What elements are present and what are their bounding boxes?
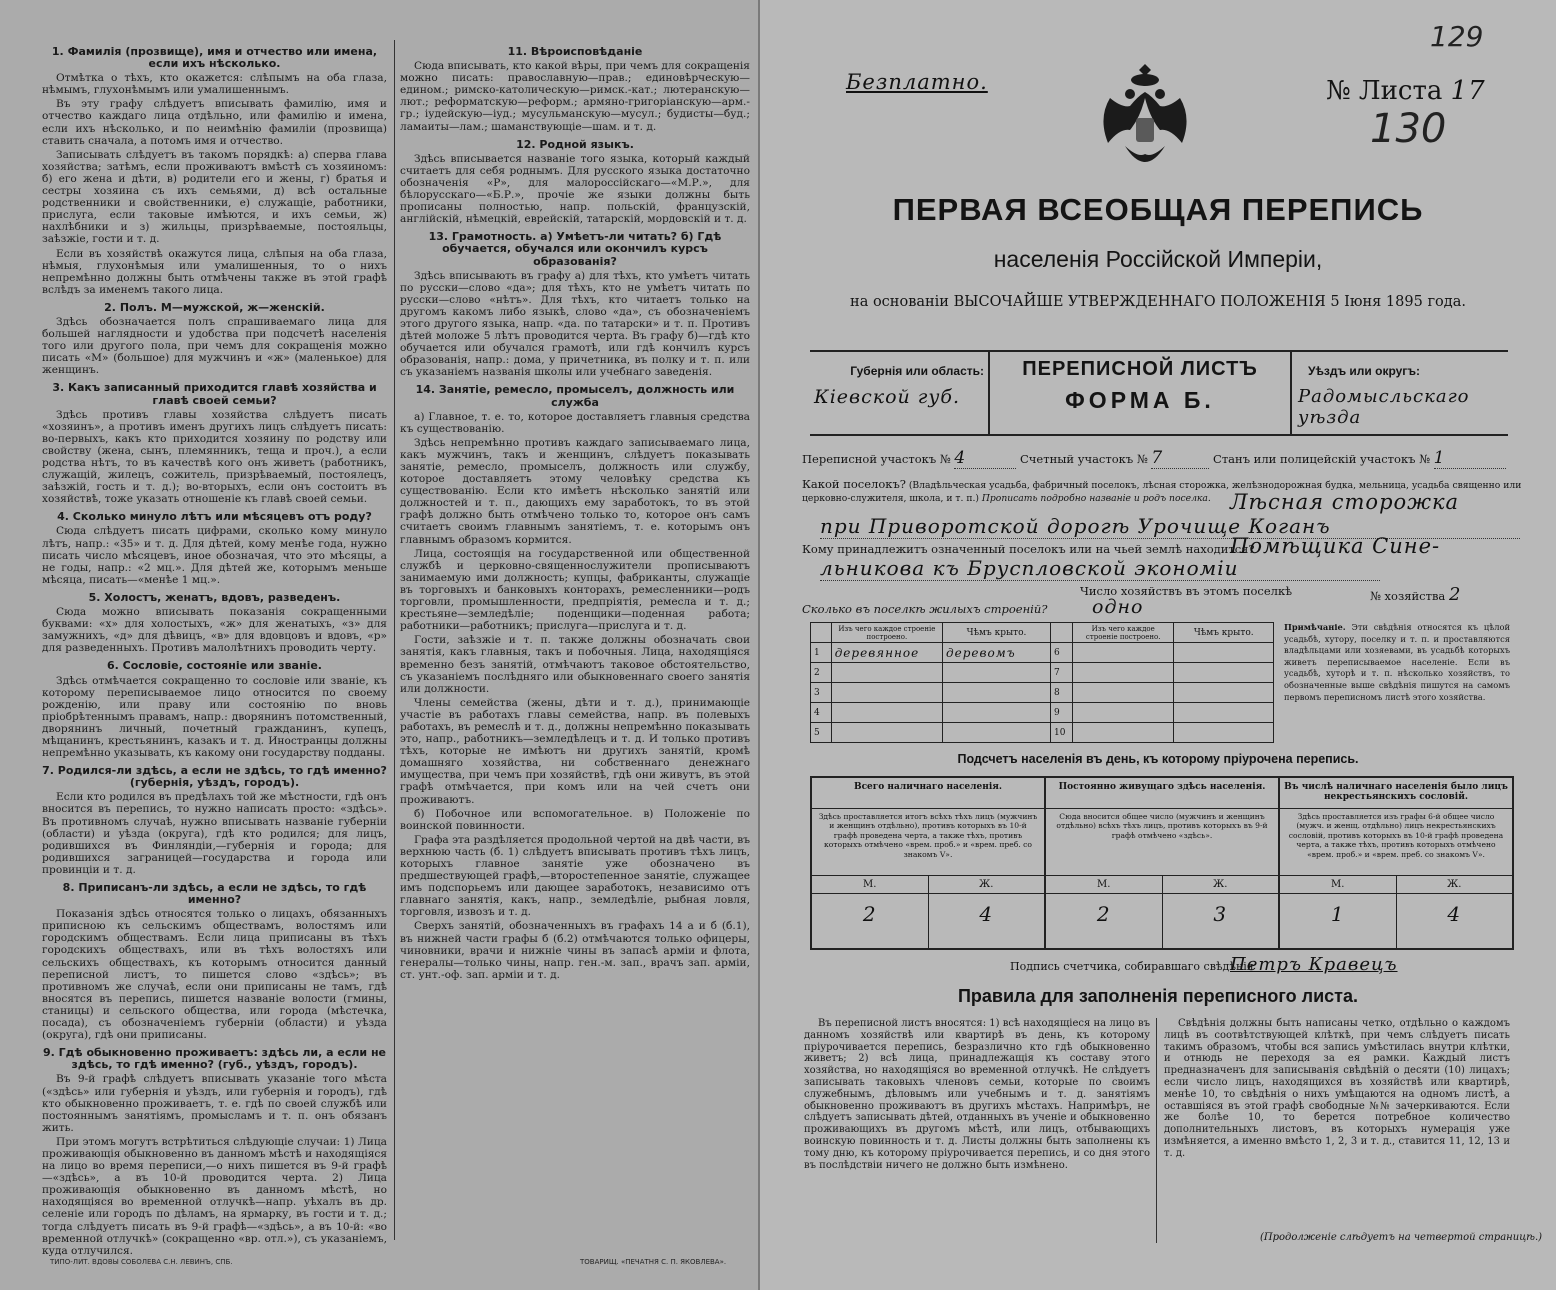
- uezd-label: Уѣздъ или округъ:: [1308, 364, 1421, 378]
- buildings-label: Сколько въ поселкѣ жилыхъ строеній?: [802, 602, 1048, 616]
- instruction-paragraph: Здѣсь вписывается названіе того языка, который каждый считаетъ для себя роднымъ. Для русского языка достаточно обозначенія «Р», для малороссійскаго—«М.Р.», для бѣлорусскаго—«Б.Р.», прочіе же языки должны быть прописаны полностью, напр. польскій, французскій, англійскій, нѣмецкій, еврейскій, татарскій, мордовскій и т. д.: [400, 152, 750, 226]
- uezd-box: [1288, 350, 1508, 436]
- section-heading: 2. Полъ. М—мужской, ж—женскій.: [104, 300, 325, 314]
- archive-number-2: 130: [1370, 106, 1447, 152]
- instruction-paragraph: Сверхъ занятій, обозначенныхъ въ графахъ 14 а и б (б.1), въ нижней части графы б (б.2) отмѣчаются только офицеры, чиновники, врачи и нижніе чины въ запасѣ арміи и флота, генералы—только чины, напр. ген.-м. зап., врачъ зап. арміи, ст. унт.-оф. зап. армiи и т. д.: [400, 920, 750, 981]
- settlement-field: Какой поселокъ? (Владѣльческая усадьба, фабричный поселокъ, лѣсная сторожка, желѣзнодорожная будка, мельница, усадьба священно или церковно-служителя, школа, и т. п.) Прописать подробно названіе и родъ поселка.: [802, 477, 1522, 504]
- form-name-box: [988, 350, 1292, 436]
- instruction-paragraph: Если въ хозяйствѣ окажутся лица, слѣпыя на оба глаза, нѣмыя, глухонѣмыя или умалишенныя, то о нихъ непремѣнно должны быть отмѣчены также въ этой графѣ вслѣдъ за именемъ такого лица.: [42, 247, 387, 296]
- imperial-eagle-emblem: [1090, 58, 1200, 188]
- building-cell: 3: [811, 683, 832, 703]
- printer-imprint: ТИПО-ЛИТ. ВДОВЫ СОБОЛЕВА С.Н. ЛЕВИНЪ, СПБ.: [50, 1258, 233, 1266]
- settlement-value-2: при Приворотской дорогѣ Урочище Коганъ: [820, 514, 1520, 539]
- instruction-paragraph: Здѣсь противъ главы хозяйства слѣдуетъ писать «хозяинъ», а противъ именъ другихъ лицъ слѣдуетъ писать: во-первыхъ, какъ кто приходится хозяину по родству или свойству (жена, сынъ, племянникъ, теща и проч.), а если родства нѣтъ, то въ качествѣ кого онъ живетъ (работникъ, служащій, жилецъ, сожитель, призрѣваемый, постоялецъ, заѣзжій, гость и т. д.); во-вторыхъ, если онъ состоитъ въ хозяйствѣ, тоже указать отношеніе къ главѣ своей семьи.: [42, 408, 387, 506]
- instruction-paragraph: Здѣсь обозначается полъ спрашиваемаго лица для большей наглядности и удобства при подсчетѣ населенія того или другого пола, при чемъ для сокращенія можно писать «М» (большое) для мужчинъ и «ж» (маленькое) для женщинъ.: [42, 315, 387, 377]
- building-cell: [831, 663, 942, 683]
- building-cell: [831, 703, 942, 723]
- count-column-desc: Сюда вносится общее число (мужчинъ и женщинъ отдѣльно) всѣхъ тѣхъ лицъ, противъ которыхъ въ 9-й графѣ отмѣчено «здѣсь».: [1056, 812, 1268, 840]
- households-label: Число хозяйствъ въ этомъ поселкѣ: [1080, 584, 1293, 598]
- rules-column-1: Въ переписной листъ вносятся: 1) всѣ находящіеся на лицо въ данномъ хозяйствѣ или квартирѣ въ день, къ которому пріурочивается перепись, безразлично кто гдѣ обыкновенно живетъ; 2) всѣ лица, принадлежащія къ составу этого хозяйства, но находящіяся во временной отлучкѣ. Не слѣдуетъ записывать таковыхъ членовъ семьи, которые по своимъ служебнымъ, дѣловымъ или учебнымъ и т. д. занятіямъ обыкновенно проживаютъ въ другихъ мѣстахъ. Напримѣръ, не слѣдуетъ записывать дѣтей, отданныхъ въ ученіе и обыкновенно проживающихъ въ другомъ мѣстѣ, или лицъ, отбывающихъ воинскую повинность и т. д. Листы должны быть заполнены къ тому дню, къ которому пріурочивается перепись, и со дня этого въ послѣдствіи ничего не должно быть измѣнено.: [804, 1018, 1150, 1171]
- sheet-number-value: 17: [1450, 76, 1486, 106]
- building-row: [811, 723, 1274, 743]
- count-column-desc: Здѣсь проставляется итогъ всѣхъ тѣхъ лицъ (мужчинъ и женщинъ отдѣльно), противъ которыхъ въ 10-й графѣ проведена черта, а также тѣхъ, противъ которыхъ отмѣчено «врем. проб.» и «врем. преб. со знакомъ V».: [818, 812, 1038, 859]
- building-cell: [943, 703, 1051, 723]
- archive-number-1: 129: [1430, 20, 1484, 53]
- left-page: [0, 0, 760, 1290]
- section-heading: 3. Какъ записанный приходится главѣ хозяйства и главѣ своей семьи?: [52, 381, 377, 407]
- form-title: ПЕРВАЯ ВСЕОБЩАЯ ПЕРЕПИСЬ: [892, 192, 1424, 227]
- male-count: 2: [1046, 894, 1163, 948]
- female-header: Ж.: [1213, 879, 1228, 890]
- male-count: 2: [812, 894, 929, 948]
- building-cell: 1: [811, 643, 832, 663]
- uezd-value: Радомысльскаго уѣзда: [1298, 386, 1470, 428]
- building-row: [811, 683, 1274, 703]
- buildings-value: одно: [1092, 596, 1144, 618]
- building-cell: 8: [1050, 683, 1072, 703]
- building-row: [811, 703, 1274, 723]
- building-row: [811, 643, 1274, 663]
- owner-label: Кому принадлежитъ означенный поселокъ или на чьей землѣ находится?: [802, 542, 1255, 556]
- census-form-page: [760, 0, 1556, 1290]
- instruction-paragraph: Сюда можно вписывать показанія сокращенными буквами: «х» для холостыхъ, «ж» для женатыхъ, «з» для замужнихъ, «д» для дѣвицъ, «в» для вдовцовъ и вдовъ, «р» для разведенныхъ. Противъ малолѣтнихъ проводить черту.: [42, 606, 387, 655]
- instructions-column-1: [42, 40, 388, 1257]
- count-column: [1280, 778, 1512, 948]
- female-count: 4: [1447, 902, 1462, 926]
- section-heading: 11. Вѣроисповѣданіе: [507, 45, 643, 58]
- rules-column-2: Свѣдѣнія должны быть написаны четко, отдѣльно о каждомъ лицѣ въ соотвѣтствующей клѣткѣ, при чемъ слѣдуетъ писать такимъ образомъ, чтобы вся запись умѣстилась внутри клѣтки, и отнюдь не переходя за ея рамки. Каждый листъ предназначенъ для записыванія свѣдѣній о десяти (10) лицахъ; если число лицъ, находящихся въ хозяйствѣ или квартирѣ, менѣе 10, то свѣдѣнія о нихъ умѣщаются на одномъ листѣ, а оставшіяся въ этой графѣ свободные №№ зачеркиваются. Если же болѣе 10, то берется потребное количество дополнительныхъ листовъ, въ которыхъ нумерація уже измѣняется, а именно вмѣсто 1, 2, 3 и т. д., ставится 11, 12, 13 и т. д.: [1164, 1018, 1510, 1159]
- legal-basis: на основаніи ВЫСОЧАЙШЕ УТВЕРЖДЕННАГО ПОЛОЖЕНІЯ 5 Іюня 1895 года.: [850, 294, 1466, 310]
- sheet-number-label: № Листа 17: [1326, 76, 1486, 106]
- printer-imprint-2: ТОВАРИЩ. «ПЕЧАТНЯ С. П. ЯКОВЛЕВА».: [580, 1258, 727, 1266]
- section-heading: 1. Фамилія (прозвище), имя и отчество или имена, если ихъ нѣсколько.: [51, 45, 378, 71]
- rules-title: Правила для заполненія переписного листа.: [957, 986, 1359, 1006]
- section-heading: 14. Занятіе, ремесло, промыселъ, должность или служба: [415, 383, 735, 409]
- free-label: Безплатно.: [846, 70, 988, 94]
- instruction-paragraph: Здѣсь отмѣчается сокращенно то сословіе или званіе, къ которому переписываемое лицо относится по своему рожденію, или праву или состоянію по вновь пріобрѣтеннымъ правамъ, напр.: дворянинъ потомственный, дворянинъ личный, почетный гражданинъ, купецъ, мѣщанинъ, крестьянинъ, казакъ и т. д. Иностранцы должны непремѣнно указывать, къ какому они государству подданы.: [42, 674, 387, 760]
- building-cell: [831, 683, 942, 703]
- form-name: ФОРМА Б.: [1065, 387, 1215, 413]
- building-cell: [1174, 723, 1274, 743]
- counting-district-value: 7: [1151, 448, 1209, 469]
- building-cell: 4: [811, 703, 832, 723]
- instruction-paragraph: Здѣсь вписывають въ графу а) для тѣхъ, кто умѣетъ читать по русски—слово «да»; для тѣхъ, кто не умѣетъ читать по русски—слово «нѣтъ». Для тѣхъ, кто читаетъ только на другомъ какомъ либо языкѣ, слово «да», съ обозначеніемъ этого другого языка, напр. «да. по татарски» и т. п. Противъ дѣтей моложе 5 лѣтъ проводится черта. Въ графу б)—гдѣ кто обучается или обучался грамотѣ, или гдѣ кончилъ курсъ образованія, напр.: дома, у причетника, въ полку и т. п. или съ указаніемъ названія школы или учебнаго заведенія.: [400, 269, 750, 379]
- census-district-value: 4: [954, 448, 1016, 469]
- building-cell: 7: [1050, 663, 1072, 683]
- count-column-header: Въ числѣ наличнаго населенія было лицъ некрестьянскихъ сословій.: [1280, 778, 1512, 809]
- count-column-desc: Здѣсь проставляется изъ графы 6-й общее число (мужч. и женщ. отдѣльно) лицъ некрестьянскихъ сословій, противъ которыхъ въ 10-й графѣ проведена черта, а также тѣхъ, противъ которыхъ отмѣчено «врем. проб.» и «врем. преб. со знакомъ V».: [1288, 812, 1504, 859]
- buildings-table: Изъ чего каждое строеніе построено. Чѣмъ крыто. Изъ чего каждое строеніе построено. Чѣмъ крыто. 1 деревянное деревомъ 6 2 7 3 8 4 9 5 10: [810, 622, 1274, 743]
- owner-value-2: льникова къ Бруспловской экономіи: [820, 556, 1380, 581]
- police-district-value: 1: [1434, 448, 1506, 469]
- male-header: М.: [1280, 876, 1397, 893]
- male-header: М.: [1046, 876, 1163, 893]
- male-header: М.: [812, 876, 929, 893]
- building-cell: [1072, 703, 1173, 723]
- male-count: 1: [1280, 894, 1397, 948]
- instruction-paragraph: Члены семейства (жены, дѣти и т. д.), принимающіе участіе въ работахъ главы семейства, напр. въ полевыхъ работахъ, въ ремеслѣ и т. д., должны непремѣнно показывать это, напр., работникъ—земледѣлецъ и т. д. И только противъ тѣхъ, которые не имѣютъ ни другихъ занятій, кромѣ домашняго хозяйства, ни собственнаго денежнаго имущества, при чемъ при хозяйствѣ, гдѣ они живутъ, въ этой графѣ отмѣчается, при комъ или на чей счетъ они проживаютъ.: [400, 696, 750, 806]
- section-heading: 6. Сословіе, состояніе или званіе.: [107, 659, 322, 673]
- building-cell: деревомъ: [943, 643, 1051, 663]
- building-cell: [1072, 663, 1173, 683]
- instruction-paragraph: Гости, заѣзжіе и т. п. также должны обозначать свои занятія, какъ главныя, такъ и побочныя. Лица, находящіяся временно безъ занятій, отмѣчаютъ таковое обстоятельство, съ указаніемъ послѣдняго или обыкновеннаго своего занятія или должности.: [400, 634, 750, 695]
- building-cell: [1174, 683, 1274, 703]
- female-header: Ж.: [1447, 879, 1462, 890]
- building-cell: [943, 663, 1051, 683]
- signature-value: Петръ Кравецъ: [1230, 954, 1398, 975]
- building-cell: [1072, 683, 1173, 703]
- section-heading: 5. Холостъ, женатъ, вдовъ, разведенъ.: [88, 590, 341, 604]
- instructions-column-2: [400, 40, 750, 1240]
- building-cell: [1072, 643, 1173, 663]
- instruction-paragraph: Графа эта раздѣляется продольной чертой на двѣ части, въ верхнюю часть (б. 1) слѣдуетъ вписывать противъ тѣхъ лицъ, которыхъ главное занятіе уже обозначено въ предшествующей графѣ,—второстепенное занятіе, служащее имъ подспорьемъ или дающее заработокъ, независимо отъ главнаго занятія, какъ, напр., земледѣліе, рыбная ловля, торговля, извозъ и т. д.: [400, 833, 750, 919]
- rules-divider: [1156, 1018, 1157, 1243]
- column-divider: [394, 40, 395, 1240]
- instruction-paragraph: б) Побочное или вспомогательное. в) Положеніе по воинской повинности.: [400, 807, 750, 832]
- signature-label: Подпись счетчика, собиравшаго свѣдѣнія: [1010, 960, 1254, 973]
- instruction-paragraph: Сюда слѣдуетъ писать цифрами, сколько кому минуло лѣтъ, напр.: «35» и т. д. Для дѣтей, кому менѣе года, нужно писать число мѣсяцевъ, иное обозначая, что это мѣсяцы, а не годы, напр.: «2 мц.». Для дѣтей же, которымъ меньше мѣсяца, писать—«менѣе 1 мц.».: [42, 525, 387, 586]
- section-heading: 13. Грамотность. а) Умѣетъ-ли читать? б) Гдѣ обучается, обучался или окончилъ курсъ образованія?: [428, 230, 722, 268]
- instruction-paragraph: При этомъ могутъ встрѣтиться слѣдующіе случаи: 1) Лица проживающія обыкновенно въ данномъ мѣстѣ и находящіяся на лицо во время переписи,—о нихъ пишется въ 9-й графѣ—«здѣсь», а въ 10-й проводится черта. 2) Лица проживающія обыкновенно въ данномъ мѣстѣ, но находящіяся во временной отлучкѣ—напр. уѣхалъ въ др. селеніе или городъ по дѣламъ, на ярмарку, въ гости и т. д.; тогда слѣдуетъ писать въ 9-й графѣ—«здѣсь», а въ 10-й: «во временной отлучкѣ» (сокращенно «вр. отл.»), съ указаніемъ, куда отлучился.: [42, 1135, 388, 1257]
- building-row: [811, 663, 1274, 683]
- instruction-paragraph: Записывать слѣдуетъ въ такомъ порядкѣ: а) сперва глава хозяйства; затѣмъ, если проживаютъ вмѣстѣ съ хозяиномъ: б) его жена и дѣти, в) родители его и жены, г) братья и сестры хозяина съ ихъ семьями, д) всѣ остальные родственники и свойственники, е) служащіе, работники, прислуга, если таковые имѣются, и ихъ семьи, ж) нахлѣбники и з) жильцы, призрѣваемые, постояльцы, заѣзжіе, гости и т. д.: [42, 148, 387, 246]
- guberniya-box: [810, 350, 988, 436]
- district-line: Переписной участокъ № 4 Счетный участокъ № 7 Станъ или полицейскій участокъ № 1: [802, 448, 1522, 469]
- count-column: [1046, 778, 1280, 948]
- section-heading: 8. Приписанъ-ли здѣсь, а если не здѣсь, то гдѣ именно?: [62, 881, 367, 907]
- building-cell: [831, 723, 942, 743]
- female-count: 4: [979, 902, 994, 926]
- population-count-title: Подсчетъ населенія въ день, къ которому пріурочена перепись.: [957, 752, 1359, 766]
- form-subtitle: населенія Россійской Имперіи,: [993, 246, 1323, 272]
- guberniya-value: Кіевской губ.: [814, 386, 961, 408]
- building-cell: [943, 723, 1051, 743]
- rules-continued-note: (Продолженіе слѣдуетъ на четвертой страницѣ.): [1260, 1232, 1543, 1243]
- guberniya-label: Губернія или область:: [850, 364, 984, 378]
- building-cell: 9: [1050, 703, 1072, 723]
- building-cell: [1072, 723, 1173, 743]
- count-column: [812, 778, 1046, 948]
- count-column-header: Всего наличнаго населенія.: [812, 778, 1044, 809]
- owner-value-1: Помѣщика Сине-: [1230, 534, 1441, 558]
- building-cell: 10: [1050, 723, 1072, 743]
- population-count-table: [810, 776, 1514, 950]
- instruction-paragraph: Въ эту графу слѣдуетъ вписывать фамилію, имя и отчество каждаго лица отдѣльно, или фамилію и имена, если ихъ нѣсколько, и по неимѣнію фамиліи (прозвища) ставить сначала, а потомъ имя и отчество.: [42, 98, 387, 147]
- count-column-header: Постоянно живущаго здѣсь населенія.: [1046, 778, 1278, 809]
- building-cell: 5: [811, 723, 832, 743]
- instruction-paragraph: Показанія здѣсь относятся только о лицахъ, обязанныхъ приписною къ сельскимъ обществамъ, волостямъ или городскимъ обществамъ. Если лица приписаны въ тѣхъ городскихъ обществахъ, или въ тѣхъ волостяхъ или сельскихъ обществахъ, къ которымъ относится данный переписной листъ, то пишется слово «здѣсь»; въ противномъ же случаѣ, если они приписаны не тамъ, гдѣ вносятся въ перепись, пишется названіе волости (гмины, станицы) и сельского общества, или города (мѣстечка, посада), съ обозначеніемъ губерніи (области) и уѣзда (округа), гдѣ они приписаны.: [42, 908, 387, 1042]
- building-cell: [943, 683, 1051, 703]
- form-title-box: ПЕРЕПИСНОЙ ЛИСТЪ: [1022, 358, 1258, 380]
- instruction-paragraph: Если кто родился въ предѣлахъ той же мѣстности, гдѣ онъ вносится въ перепись, то нужно написать просто: «здѣсь». Въ противномъ случаѣ, нужно вписывать названіе губерніи (области) и уѣзда (округа), гдѣ кто родился; для лицъ, родившихся въ Финляндіи,—губернія и города; для родившихся заграницей—государства и города или провинціи и т. д.: [42, 791, 387, 876]
- building-cell: деревянное: [831, 643, 942, 663]
- building-cell: [1174, 703, 1274, 723]
- building-cell: [1174, 663, 1274, 683]
- buildings-note: Примѣчаніе. Эти свѣдѣнія относятся къ цѣлой усадьбѣ, хутору, поселку и т. п. и проставляются владѣльцами или хозяевами, въ усадьбѣ которыхъ живетъ переписываемое населеніе. Если въ усадьбѣ, хуторѣ и т. п. нѣсколько хозяйствъ, то обозначенные выше свѣдѣнія пишутся на самомъ первомъ переписномъ листѣ этого хозяйства.: [1284, 622, 1510, 702]
- instruction-paragraph: а) Главное, т. е. то, которое доставляетъ главныя средства къ существованію.: [400, 410, 750, 435]
- section-heading: 4. Сколько минуло лѣтъ или мѣсяцевъ отъ роду?: [57, 510, 372, 524]
- settlement-value-1: Лѣсная сторожка: [1230, 490, 1460, 514]
- female-count: 3: [1213, 902, 1228, 926]
- instruction-paragraph: Отмѣтка о тѣхъ, кто окажется: слѣпымъ на оба глаза, нѣмымъ, глухонѣмымъ или умалишеннымъ.: [42, 72, 387, 97]
- instruction-paragraph: Здѣсь непремѣнно противъ каждаго записываемаго лица, какъ мужчинъ, такъ и женщинъ, слѣдуетъ показывать занятіе, ремесло, промыселъ, должность или службу, которое доставляетъ этому человѣку средства къ существованію. Если кто имѣетъ нѣсколько занятій или должностей и т. п., дающихъ ему заработокъ, то въ этой графѣ должно быть отмѣчено только то, которое онъ самъ считаетъ своимъ главнымъ занятіемъ, т. е. которымъ онъ главнымъ образомъ кормится.: [400, 436, 750, 546]
- building-cell: 6: [1050, 643, 1072, 663]
- instruction-paragraph: Въ 9-й графѣ слѣдуетъ вписывать указаніе того мѣста («здѣсь» или губернія и уѣздъ, или губернія и городъ), гдѣ кто обыкновенно проживаетъ, т. е. гдѣ по своей службѣ или постояннымъ занятіямъ, промысламъ и т. п. онъ обязанъ жить.: [42, 1073, 387, 1134]
- section-heading: 12. Родной языкъ.: [516, 137, 634, 151]
- instruction-paragraph: Лица, состоящія на государственной или общественной службѣ и церковно-священнослужители прописываютъ занимаемую ими должность; купцы, фабриканты, служащіе въ торговыхъ и банковыхъ конторахъ, ремесленники—родъ торговли, промышленности, предпріятія, ремесла и т. д.; крестьяне—земледѣліе; поденщики—поденная работа; работники—работникъ; прислуга—прислуга и т. д.: [400, 547, 750, 633]
- section-heading: 9. Гдѣ обыкновенно проживаетъ: здѣсь ли, а если не здѣсь, то гдѣ именно? (губ., уѣздъ, городъ).: [42, 1046, 387, 1072]
- building-cell: [1174, 643, 1274, 663]
- instruction-paragraph: Сюда вписывать, кто какой вѣры, при чемъ для сокращенія можно писать: православную—прав.; единовѣрческую—едином.; римско-католическую—римск.-кат.; лютеранскую—лют.; реформатскую—реформ.; армяно-григоріанскую—арм.-гр.; іудейскую—іуд.; мусульманскую—мусул.; будисты—буд.; ламаиты—лам.; шаманствующіе—шам. и т. д.: [400, 60, 750, 133]
- household-number: № хозяйства 2: [1370, 584, 1462, 605]
- female-header: Ж.: [979, 879, 994, 890]
- section-heading: 7. Родился-ли здѣсь, а если не здѣсь, то гдѣ именно? (губернія, уѣздъ, городъ).: [42, 764, 387, 790]
- building-cell: 2: [811, 663, 832, 683]
